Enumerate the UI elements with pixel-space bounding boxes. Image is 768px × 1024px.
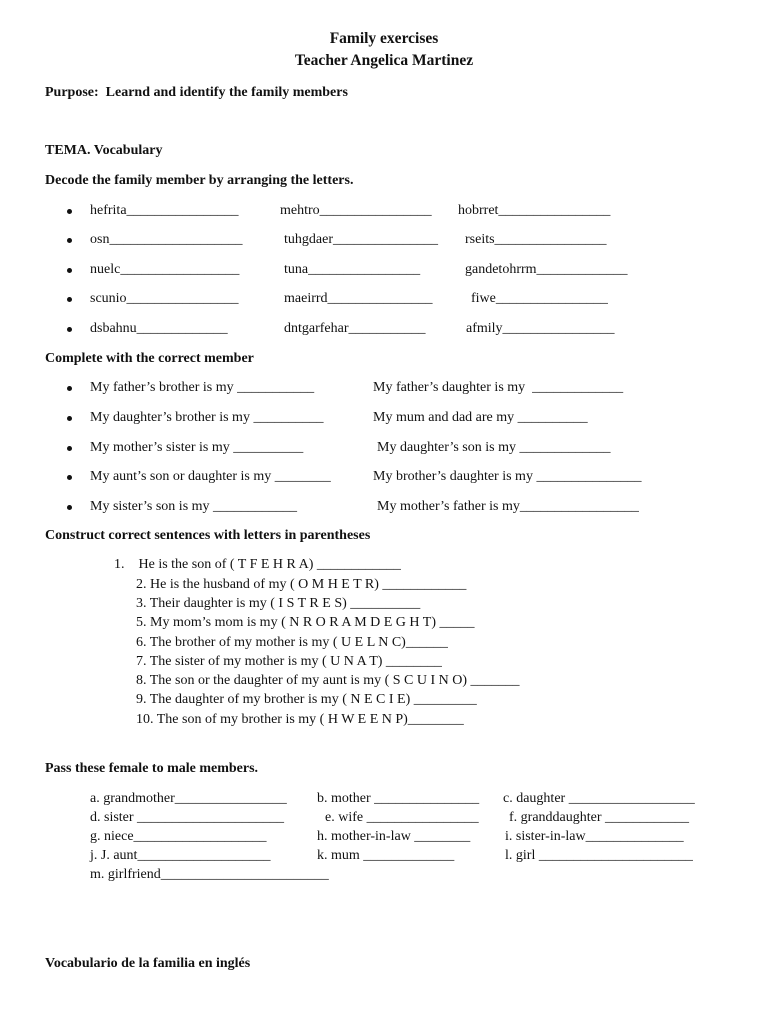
bullet-icon bbox=[67, 297, 72, 302]
decode-item: hefrita________________ bbox=[90, 203, 239, 218]
pass-heading: Pass these female to male members. bbox=[45, 761, 259, 776]
decode-item: afmily________________ bbox=[466, 321, 615, 336]
complete-heading: Complete with the correct member bbox=[45, 351, 254, 366]
bullet-icon bbox=[67, 327, 72, 332]
decode-item: tuhgdaer_______________ bbox=[284, 232, 438, 247]
construct-item: 9. The daughter of my brother is my ( N E C I E) _________ bbox=[136, 692, 477, 707]
bullet-icon bbox=[67, 209, 72, 214]
bullet-icon bbox=[67, 268, 72, 273]
complete-item: My mum and dad are my __________ bbox=[373, 410, 588, 425]
construct-item: 1. He is the son of ( T F E H R A) ____________ bbox=[114, 557, 401, 572]
decode-item: dsbahnu_____________ bbox=[90, 321, 228, 336]
decode-item: hobrret________________ bbox=[458, 203, 611, 218]
complete-item: My aunt’s son or daughter is my ________ bbox=[90, 469, 331, 484]
decode-item: mehtro________________ bbox=[280, 203, 432, 218]
complete-item: My brother’s daughter is my _______________ bbox=[373, 469, 642, 484]
decode-item: osn___________________ bbox=[90, 232, 243, 247]
construct-item: 10. The son of my brother is my ( H W E E N P)________ bbox=[136, 712, 464, 727]
bullet-icon bbox=[67, 446, 72, 451]
decode-item: scunio________________ bbox=[90, 291, 239, 306]
decode-item: dntgarfehar___________ bbox=[284, 321, 426, 336]
pass-item: i. sister-in-law______________ bbox=[505, 829, 684, 844]
decode-item: gandetohrrm_____________ bbox=[465, 262, 628, 277]
decode-heading: Decode the family member by arranging the letters. bbox=[45, 173, 354, 188]
construct-item: 2. He is the husband of my ( O M H E T R) ____________ bbox=[136, 577, 467, 592]
pass-item: m. girlfriend________________________ bbox=[90, 867, 329, 882]
construct-heading: Construct correct sentences with letters in parentheses bbox=[45, 528, 371, 543]
pass-item: f. granddaughter ____________ bbox=[509, 810, 690, 825]
pass-item: d. sister _____________________ bbox=[90, 810, 285, 825]
bullet-icon bbox=[67, 475, 72, 480]
pass-item: j. J. aunt___________________ bbox=[90, 848, 271, 863]
complete-item: My daughter’s brother is my __________ bbox=[90, 410, 324, 425]
pass-item: l. girl ______________________ bbox=[505, 848, 693, 863]
complete-item: My mother’s sister is my __________ bbox=[90, 440, 304, 455]
construct-item: 3. Their daughter is my ( I S T R E S) __________ bbox=[136, 596, 421, 611]
tema-heading: TEMA. Vocabulary bbox=[45, 143, 163, 158]
pass-item: a. grandmother________________ bbox=[90, 791, 287, 806]
purpose-line: Purpose: Learnd and identify the family members bbox=[45, 85, 348, 100]
bullet-icon bbox=[67, 505, 72, 510]
decode-item: rseits________________ bbox=[465, 232, 607, 247]
construct-item: 6. The brother of my mother is my ( U E L N C)______ bbox=[136, 635, 448, 650]
pass-item: e. wife ________________ bbox=[325, 810, 479, 825]
page-title: Family exercises bbox=[329, 30, 439, 47]
complete-item: My sister’s son is my ____________ bbox=[90, 499, 298, 514]
decode-item: fiwe________________ bbox=[471, 291, 608, 306]
pass-item: g. niece___________________ bbox=[90, 829, 267, 844]
pass-item: h. mother-in-law ________ bbox=[317, 829, 471, 844]
pass-item: k. mum _____________ bbox=[317, 848, 455, 863]
bullet-icon bbox=[67, 238, 72, 243]
decode-item: maeirrd_______________ bbox=[284, 291, 433, 306]
construct-item: 5. My mom’s mom is my ( N R O R A M D E G H T) _____ bbox=[136, 615, 475, 630]
pass-item: c. daughter __________________ bbox=[503, 791, 695, 806]
complete-item: My father’s brother is my ___________ bbox=[90, 380, 315, 395]
vocabulary-heading: Vocabulario de la familia en inglés bbox=[45, 956, 251, 971]
bullet-icon bbox=[67, 386, 72, 391]
complete-item: My daughter’s son is my _____________ bbox=[377, 440, 611, 455]
construct-item: 7. The sister of my mother is my ( U N A T) ________ bbox=[136, 654, 442, 669]
decode-item: tuna________________ bbox=[284, 262, 421, 277]
construct-item: 8. The son or the daughter of my aunt is my ( S C U I N O) _______ bbox=[136, 673, 520, 688]
complete-item: My mother’s father is my_________________ bbox=[377, 499, 639, 514]
page-subtitle: Teacher Angelica Martinez bbox=[294, 52, 474, 69]
complete-item: My father’s daughter is my _____________ bbox=[373, 380, 624, 395]
bullet-icon bbox=[67, 416, 72, 421]
decode-item: nuelc_________________ bbox=[90, 262, 240, 277]
pass-item: b. mother _______________ bbox=[317, 791, 480, 806]
